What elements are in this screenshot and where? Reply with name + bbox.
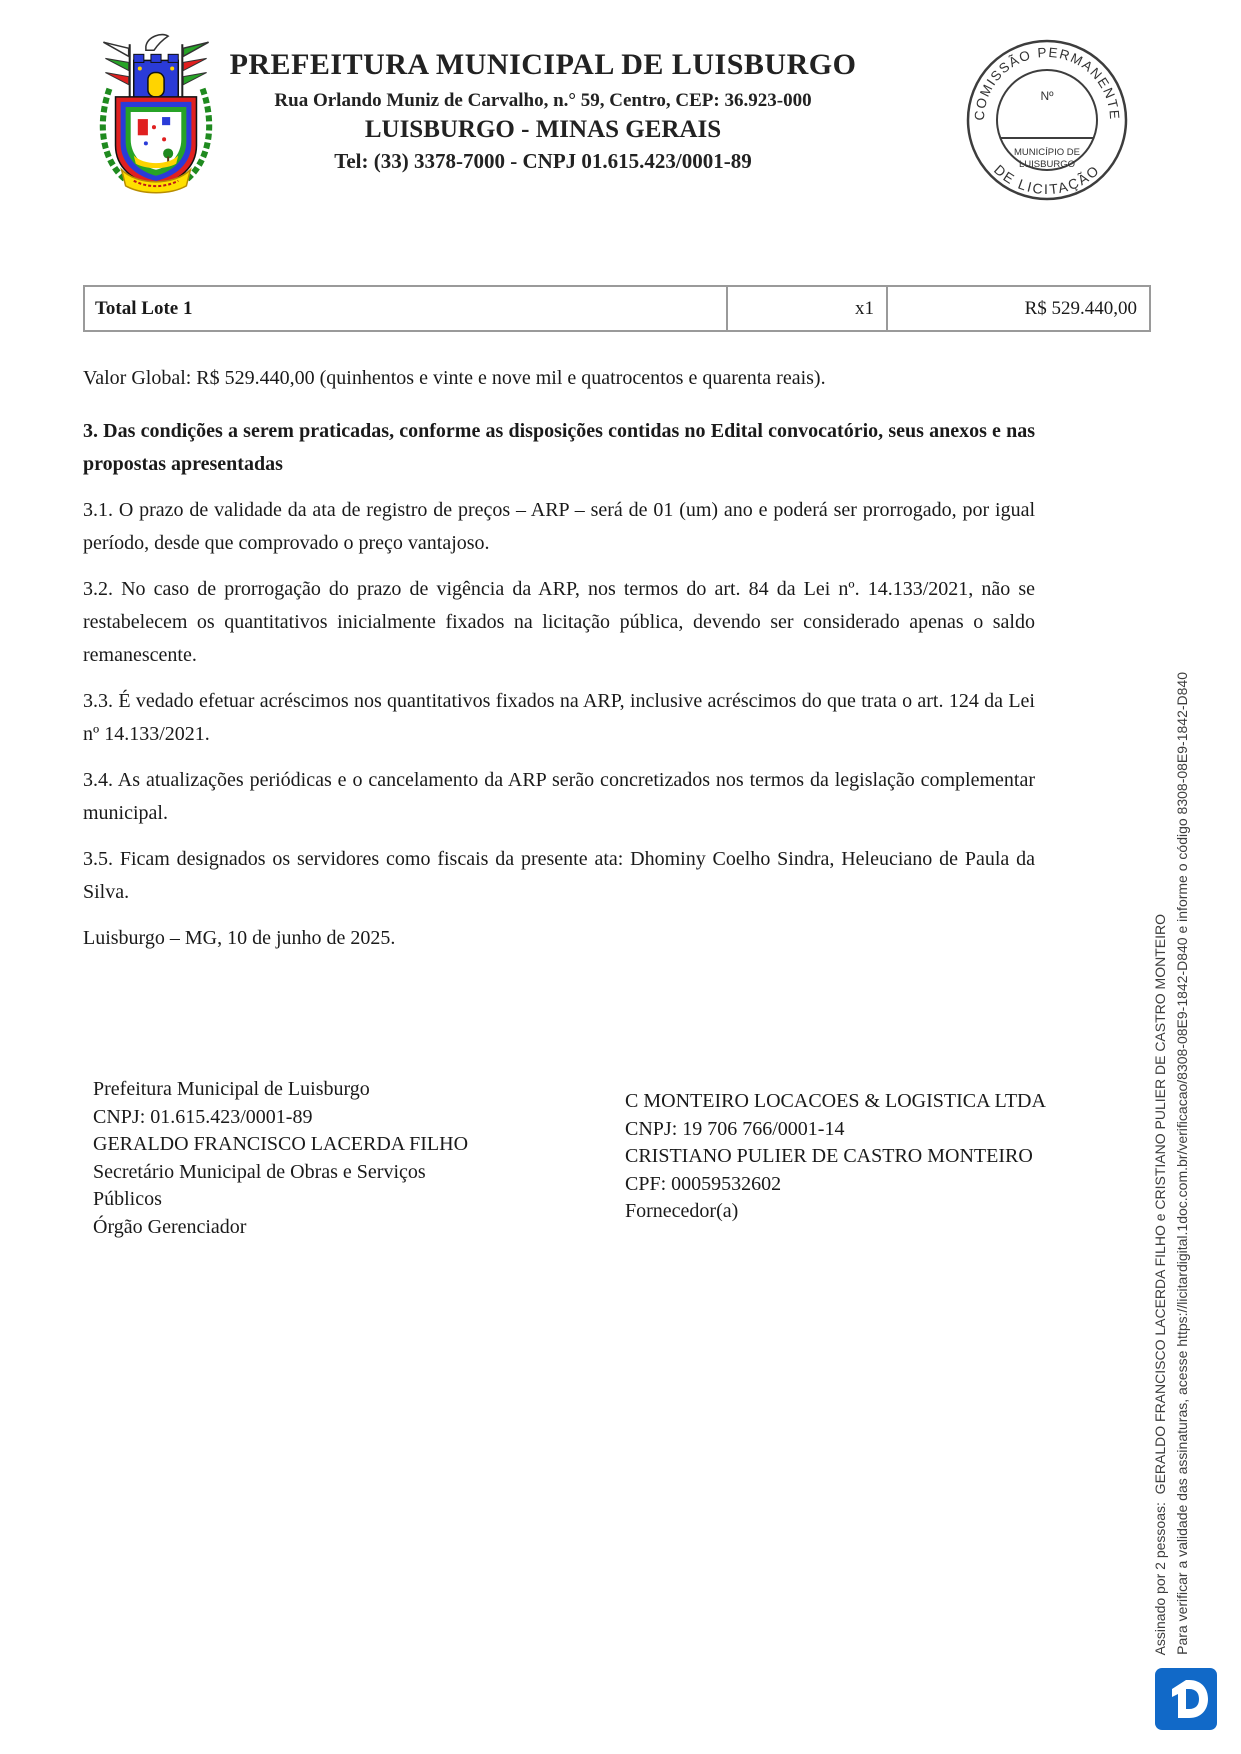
- flag-icon: [103, 42, 128, 56]
- clause-3-5: 3.5. Ficam designados os servidores como fiscais da presente ata: Dhominy Coelho Sindra, Heleuciano de Paula da Silva.: [83, 848, 1035, 903]
- flag-icon: [105, 73, 128, 85]
- total-label-cell: Total Lote 1: [85, 287, 728, 330]
- clause-3-2: 3.2. No caso de prorrogação do prazo de vigência da ARP, nos termos do art. 84 da Lei nº. 14.133/2021, não se restabelecem os quantitativos inicialmente fixados na licitação pública, devendo ser considerado apenas o saldo remanescente.: [83, 578, 1035, 666]
- stamp-center-line2: LUISBURGO: [1019, 159, 1075, 170]
- signature-block-organ: [93, 1076, 563, 1241]
- dove-icon: [146, 35, 168, 51]
- letterhead: [218, 48, 868, 174]
- flag-icon: [183, 42, 208, 56]
- flag-icon: [105, 58, 128, 70]
- sig-org-person: GERALDO FRANCISCO LACERDA FILHO: [93, 1133, 469, 1155]
- sig-supplier-cnpj: CNPJ: 19 706 766/0001-14: [625, 1117, 845, 1140]
- clause-3-1: 3.1. O prazo de validade da ata de registro de preços – ARP – será de 01 (um) ano e poderá ser prorrogado, por igual período, desde que comprovado o preço vantajoso.: [83, 499, 1035, 554]
- total-value-cell: R$ 529.440,00: [1024, 297, 1137, 319]
- stamp-number-label: Nº: [1040, 89, 1054, 103]
- total-table: [83, 285, 1151, 332]
- valor-global-line: Valor Global: R$ 529.440,00 (quinhentos e vinte e nove mil e quatrocentos e quarenta reais).: [83, 367, 826, 389]
- flag-icon: [183, 73, 206, 85]
- clause-3-3: 3.3. É vedado efetuar acréscimos nos quantitativos fixados na ARP, inclusive acréscimos do que trata o art. 124 da Lei nº 14.133/2021.: [83, 690, 1035, 745]
- org-city-state: LUISBURGO - MINAS GERAIS: [364, 116, 722, 143]
- stamp-top-text: COMISSÃO PERMANENTE: [971, 44, 1123, 121]
- signature-block-supplier: [625, 1088, 1095, 1226]
- licitation-stamp: [962, 36, 1132, 204]
- 1doc-logo-icon: [1155, 1668, 1217, 1730]
- org-contact: Tel: (33) 3378-7000 - CNPJ 01.615.423/0001-89: [334, 149, 752, 173]
- signature-verification-note: Para verificar a validade das assinaturas, acesse https://licitardigital.1doc.com.br/verificacao/8308-08E9-1842-D840 e informe o código 8308-08E9-1842-D840: [1174, 672, 1190, 1655]
- svg-text:COMISSÃO PERMANENTE: [972, 45, 1122, 121]
- sig-org-title: Órgão Gerenciador: [93, 1215, 247, 1238]
- sig-org-role: Secretário Municipal de Obras e Serviços: [93, 1160, 426, 1183]
- org-title: PREFEITURA MUNICIPAL DE LUISBURGO: [229, 48, 857, 81]
- stamp-bottom-text: DE LICITAÇÃO: [991, 161, 1103, 198]
- flag-icon: [183, 58, 206, 70]
- coat-of-arms: [95, 26, 217, 196]
- sig-supplier-role: Fornecedor(a): [625, 1200, 739, 1222]
- date-place-line: Luisburgo – MG, 10 de junho de 2025.: [83, 927, 396, 949]
- stamp-center-line1: MUNICÍPIO DE: [1014, 147, 1080, 158]
- document-body: [83, 362, 1035, 968]
- sig-org-role-2: Públicos: [93, 1188, 162, 1210]
- clause-3-4: 3.4. As atualizações periódicas e o cancelamento da ARP serão concretizados nos termos da legislação complementar municipal.: [83, 769, 1035, 824]
- org-address: Rua Orlando Muniz de Carvalho, n.° 59, Centro, CEP: 36.923-000: [274, 90, 812, 111]
- sig-supplier-name: C MONTEIRO LOCACOES & LOGISTICA LTDA: [625, 1090, 1046, 1112]
- total-qty-cell: x1: [728, 287, 888, 330]
- section-3-heading: 3. Das condições a serem praticadas, conforme as disposições contidas no Edital convocatório, seus anexos e nas propostas apresentadas: [83, 420, 1035, 475]
- sig-supplier-cpf: CPF: 00059532602: [625, 1172, 782, 1195]
- signed-by-note: Assinado por 2 pessoas: GERALDO FRANCISCO LACERDA FILHO e CRISTIANO PULIER DE CASTRO MONTEIRO: [1152, 913, 1168, 1655]
- sig-org-name: Prefeitura Municipal de Luisburgo: [93, 1078, 370, 1100]
- sig-supplier-person: CRISTIANO PULIER DE CASTRO MONTEIRO: [625, 1145, 1033, 1167]
- sig-org-cnpj: CNPJ: 01.615.423/0001-89: [93, 1105, 313, 1128]
